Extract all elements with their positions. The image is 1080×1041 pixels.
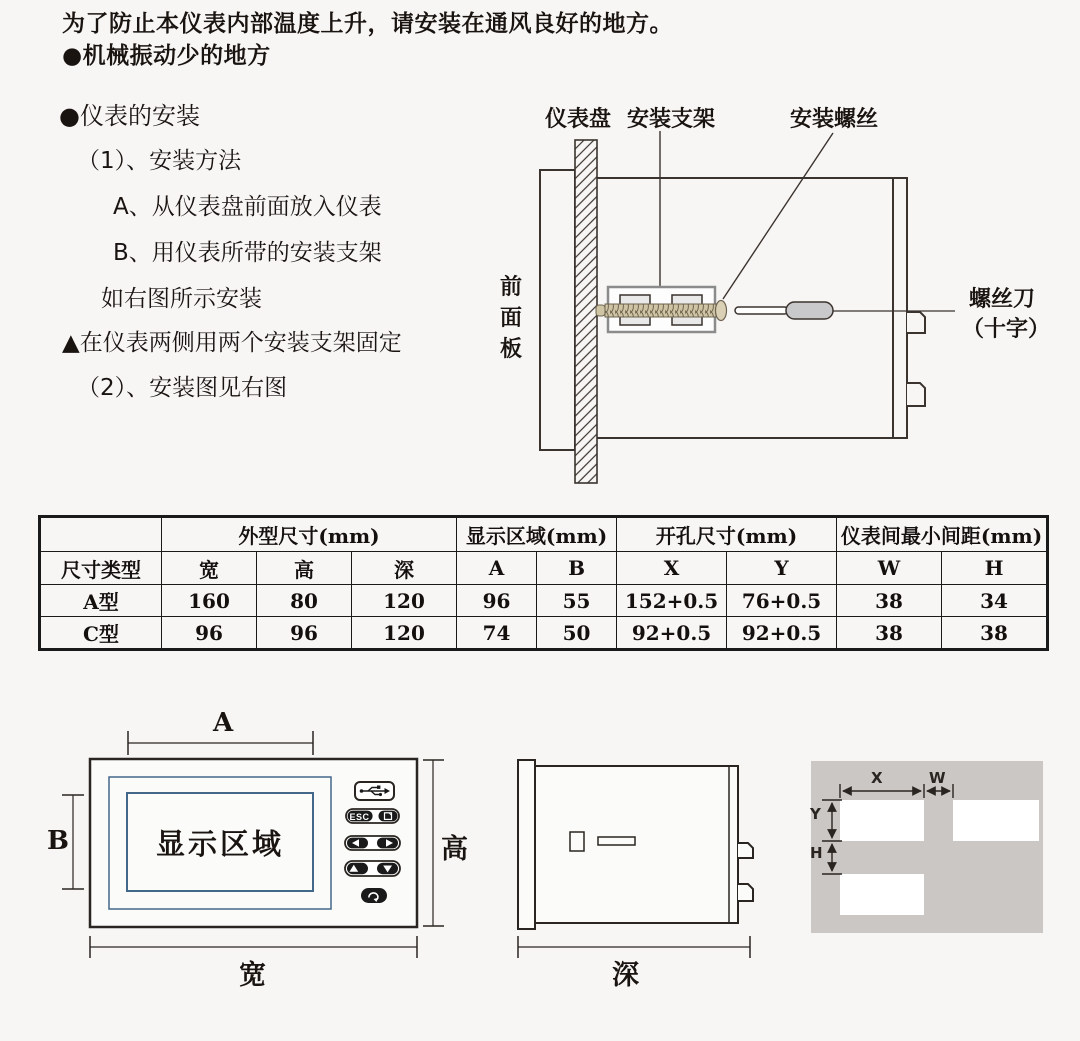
col-header: H (942, 552, 1048, 585)
col-header: A (457, 552, 537, 585)
label-mounting-bracket: 安装支架 (627, 107, 716, 132)
cutout-dim-h: H (810, 844, 823, 862)
cell: 80 (257, 585, 352, 617)
group-header-display: 显示区域(mm) (457, 517, 617, 552)
col-header: Y (727, 552, 837, 585)
step-1: （1）、安装方法 (77, 148, 242, 174)
dim-label-a: A (213, 708, 234, 738)
cell: 92+0.5 (727, 617, 837, 650)
intro-line-1: 为了防止本仪表内部温度上升，请安装在通风良好的地方。 (62, 11, 673, 37)
table-row-c-type (40, 617, 1048, 650)
group-header-spacing: 仪表间最小间距(mm) (837, 517, 1048, 552)
dimensions-table (38, 515, 1049, 651)
cutout-dim-x: X (871, 769, 883, 787)
step-1a: A、从仪表盘前面放入仪表 (113, 194, 382, 220)
group-header-cutout: 开孔尺寸(mm) (617, 517, 837, 552)
cell: 50 (537, 617, 617, 650)
col-header: W (837, 552, 942, 585)
cell: 76+0.5 (727, 585, 837, 617)
cell: 120 (352, 617, 457, 650)
col-header: 宽 (162, 552, 257, 585)
cell: 96 (457, 585, 537, 617)
label-screwdriver-type: （十字） (962, 317, 1051, 342)
cell: 34 (942, 585, 1048, 617)
label-mounting-screw: 安装螺丝 (790, 107, 879, 132)
cutout-dim-w: W (929, 769, 946, 787)
cell: 74 (457, 617, 537, 650)
table-row-a-type (40, 585, 1048, 617)
cell: 38 (837, 617, 942, 650)
step-2: （2）、安装图见右图 (77, 375, 288, 401)
enter-button (361, 888, 387, 903)
cell: 38 (942, 617, 1048, 650)
cutout-hole (840, 800, 924, 841)
corner-cell (40, 517, 162, 552)
dim-label-depth: 深 (612, 960, 639, 991)
installation-side-diagram (540, 131, 955, 483)
latch-hook (738, 843, 753, 858)
cutout-dim-y: Y (810, 805, 821, 823)
mounting-screw (596, 301, 727, 321)
col-header: 尺寸类型 (40, 552, 162, 585)
dim-label-b: B (47, 826, 69, 856)
col-header: 深 (352, 552, 457, 585)
dim-label-width: 宽 (239, 960, 266, 991)
cell: 92+0.5 (617, 617, 727, 650)
label-instrument-panel: 仪表盘 (545, 107, 612, 132)
cell: C型 (40, 617, 162, 650)
step-note: ▲在仪表两侧用两个安装支架固定 (62, 330, 402, 356)
cell: 96 (257, 617, 352, 650)
dim-label-height: 高 (441, 834, 468, 865)
col-header: B (537, 552, 617, 585)
intro-line-2: ●机械振动少的地方 (62, 43, 271, 69)
col-header: X (617, 552, 727, 585)
latch-hook (907, 312, 925, 333)
cell: 152+0.5 (617, 585, 727, 617)
cell: A型 (40, 585, 162, 617)
cutout-hole (840, 874, 924, 915)
side-view-diagram (518, 760, 753, 958)
section-title: ●仪表的安装 (59, 102, 200, 130)
step-1b: B、用仪表所带的安装支架 (113, 240, 382, 266)
table-group-header-row (40, 517, 1048, 552)
cell: 160 (162, 585, 257, 617)
group-header-outline: 外型尺寸(mm) (162, 517, 457, 552)
esc-button-label: ESC (349, 812, 370, 822)
col-header: 高 (257, 552, 352, 585)
label-front-panel: 前面板 (499, 275, 522, 362)
cell: 96 (162, 617, 257, 650)
cell: 55 (537, 585, 617, 617)
latch-hook (907, 383, 925, 406)
latch-hook (738, 884, 753, 901)
cell: 120 (352, 585, 457, 617)
cutout-hole (953, 800, 1039, 841)
table-column-header-row (40, 552, 1048, 585)
label-screwdriver: 螺丝刀 (969, 287, 1036, 312)
cell: 38 (837, 585, 942, 617)
step-1c: 如右图所示安装 (101, 286, 262, 312)
panel-cutout-diagram (811, 761, 1043, 933)
display-area-label: 显示区域 (155, 826, 284, 861)
panel-hatch (575, 140, 597, 483)
